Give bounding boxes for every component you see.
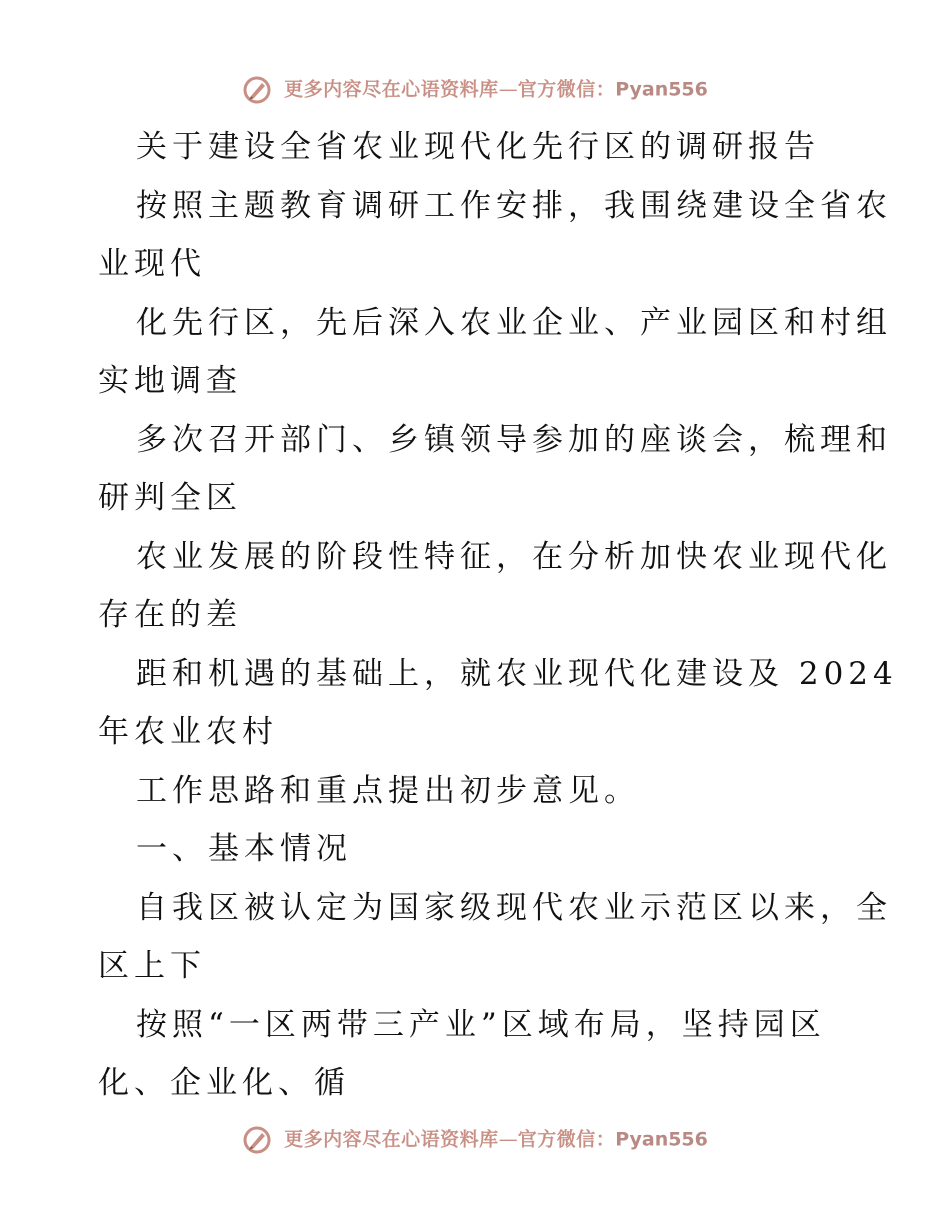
document-line: 按照“一区两带三产业”区域布局，坚持园区 [136, 1006, 826, 1043]
document-line: 年农业农村 [98, 714, 278, 750]
watermark-footer [0, 1124, 950, 1154]
document-line: 农业发展的阶段性特征，在分析加快农业现代化 [136, 538, 892, 575]
document-line: 区上下 [98, 948, 206, 984]
watermark-account: Pyan556 [615, 1128, 708, 1151]
watermark-header [0, 74, 950, 104]
watermark-dash: — [498, 78, 518, 101]
watermark-brand: 更多内容尽在心语资料库 [284, 78, 499, 101]
document-line: 多次召开部门、乡镇领导参加的座谈会，梳理和 [136, 421, 892, 458]
watermark-brand: 更多内容尽在心语资料库 [284, 1128, 499, 1151]
document-line: 自我区被认定为国家级现代农业示范区以来，全 [136, 889, 892, 926]
document-line: 存在的差 [98, 597, 242, 633]
document-line: 一、基本情况 [136, 831, 352, 867]
document-line: 业现代 [98, 246, 206, 282]
watermark-account-prefix: 官方微信： [517, 1128, 616, 1151]
document-line: 按照主题教育调研工作安排，我围绕建设全省农 [136, 187, 892, 224]
pen-circle-logo-icon [242, 1125, 272, 1155]
document-line: 化先行区，先后深入农业企业、产业园区和村组 [136, 304, 892, 341]
watermark-dash: — [498, 1128, 518, 1151]
document-line: 实地调查 [98, 363, 242, 399]
document-body [98, 118, 898, 1113]
document-line: 研判全区 [98, 480, 242, 516]
document-line: 距和机遇的基础上，就农业现代化建设及 2024 [136, 655, 898, 692]
document-line: 工作思路和重点提出初步意见。 [136, 772, 640, 809]
document-line: 关于建设全省农业现代化先行区的调研报告 [136, 129, 820, 165]
document-line: 化、企业化、循 [98, 1065, 350, 1101]
pen-circle-logo-icon [242, 75, 272, 105]
watermark-account: Pyan556 [615, 78, 708, 101]
watermark-account-prefix: 官方微信： [517, 78, 616, 101]
